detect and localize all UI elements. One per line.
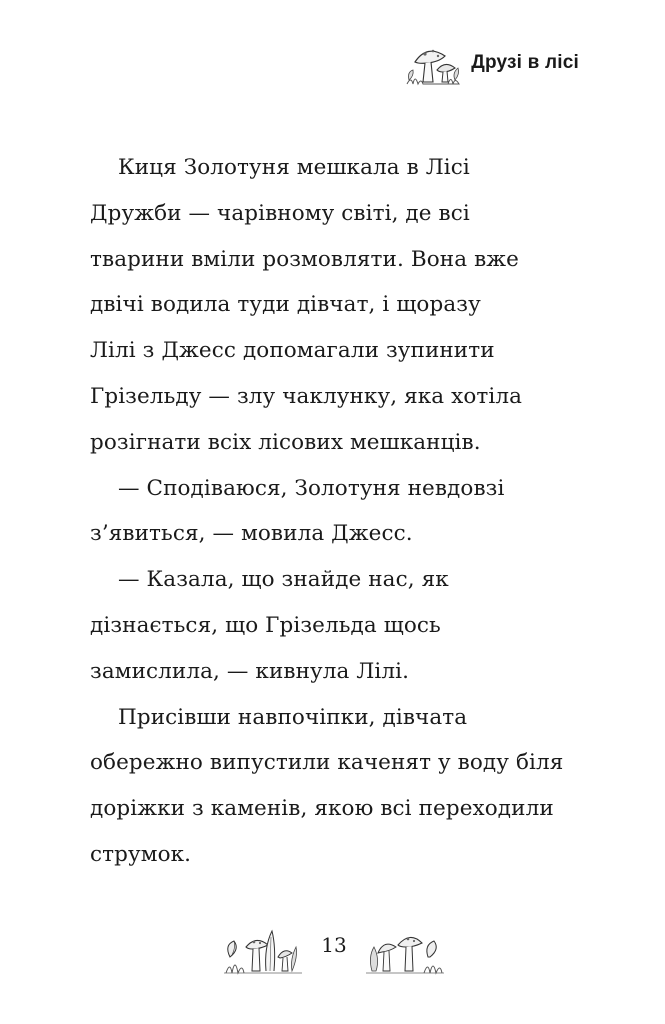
text-line: Дружби — чарівному світі, де всі bbox=[90, 200, 470, 226]
text-line: тварини вміли розмовляти. Вона вже bbox=[90, 246, 519, 272]
text-line: Лілі з Джесс допомагали зупинити bbox=[90, 338, 495, 364]
text-line: Присівши навпочіпки, дівчата bbox=[118, 704, 468, 730]
body-text bbox=[90, 145, 590, 878]
text-line: дізнається, що Грізельда щось bbox=[90, 612, 441, 638]
page-footer bbox=[0, 915, 665, 985]
forest-ornament-icon bbox=[222, 917, 304, 979]
running-header-title: Друзі в лісі bbox=[471, 52, 579, 73]
text-line: розігнати всіх лісових мешканців. bbox=[90, 429, 481, 455]
text-line: — Казала, що знайде нас, як bbox=[118, 567, 449, 593]
text-line: — Сподіваюся, Золотуня невдовзі bbox=[118, 475, 505, 501]
text-line: доріжки з каменів, якою всі переходили bbox=[90, 796, 554, 822]
forest-ornament-icon bbox=[364, 917, 446, 979]
text-line: замислила, — кивнула Лілі. bbox=[90, 658, 410, 684]
text-line: з’явиться, — мовила Джесс. bbox=[90, 521, 413, 547]
text-line: двічі водила туди дівчат, і щоразу bbox=[90, 292, 481, 318]
page-number: 13 bbox=[321, 933, 347, 957]
text-line: Киця Золотуня мешкала в Лісі bbox=[118, 155, 470, 180]
mushroom-illustration-icon bbox=[405, 40, 461, 86]
running-header bbox=[405, 40, 579, 86]
text-line: Грізельду — злу чаклунку, яка хотіла bbox=[90, 383, 523, 409]
text-line: обережно випустили каченят у воду біля bbox=[90, 750, 564, 776]
text-line: струмок. bbox=[90, 841, 192, 867]
